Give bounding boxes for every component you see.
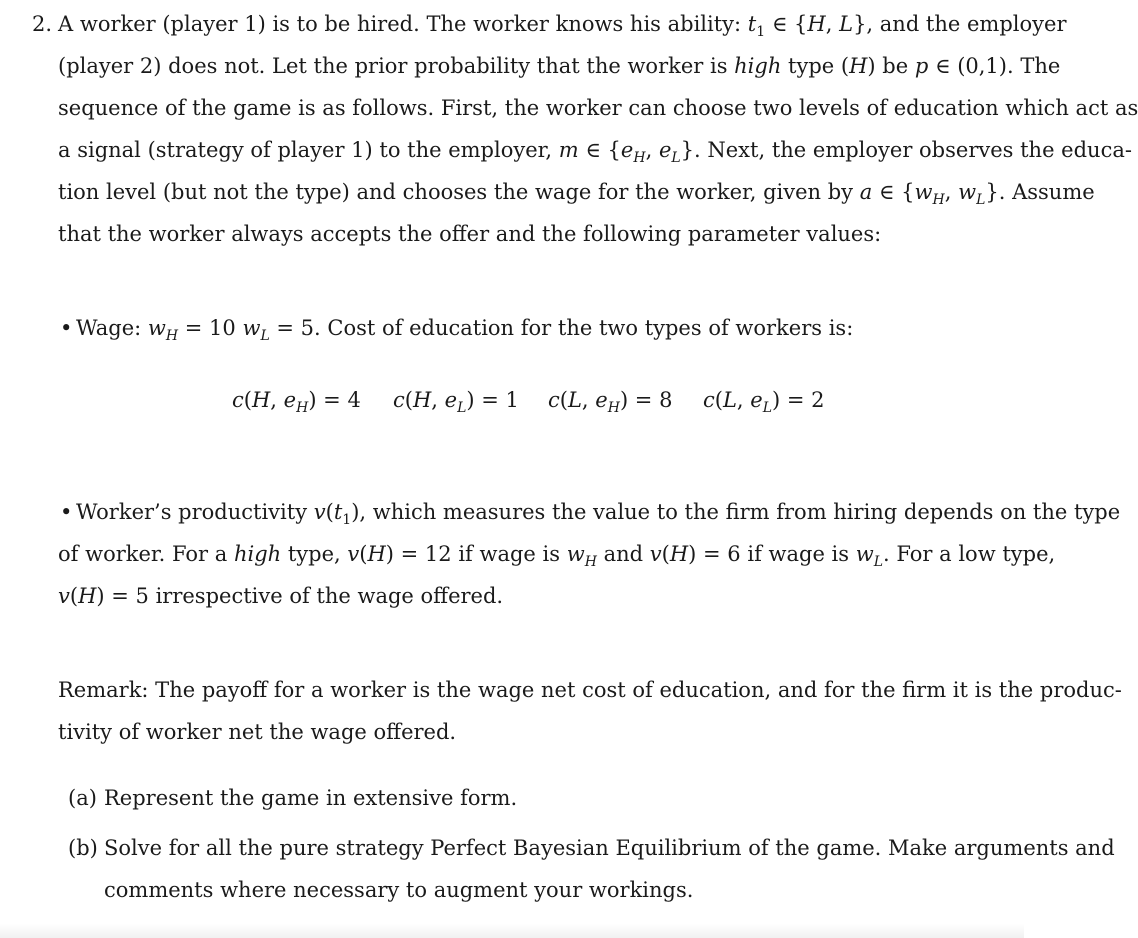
productivity-line: v(H) = 5 irrespective of the wage offered. xyxy=(58,584,504,608)
part-label: (b) xyxy=(68,836,98,860)
intro-line: tion level (but not the type) and chooses the wage for the worker, given by a ∈ {$w_H$, $w_L$}. Assume xyxy=(58,180,1095,208)
wage-text: Wage: $w_H = 10$ $w_L = 5$. Cost of education for the two types of workers is: xyxy=(76,316,854,344)
problem-number: 2. xyxy=(32,12,53,36)
bullet-icon: • xyxy=(60,316,73,340)
part-line: Solve for all the pure strategy Perfect Bayesian Equilibrium of the game. Make arguments and xyxy=(104,836,1115,860)
productivity-line: Worker’s productivity $v(t_1)$, which measures the value to the firm from hiring depends on the type xyxy=(76,500,1121,528)
remark-line: tivity of worker net the wage offered. xyxy=(58,720,457,744)
part-line: Represent the game in extensive form. xyxy=(104,786,518,810)
intro-line: A worker (player 1) is to be hired. The worker knows his ability: $t_1$ ∈ {H, L}, and the employer xyxy=(58,12,1067,40)
intro-line: (player 2) does not. Let the prior probability that the worker is high type (H) be p ∈ (0,1). The xyxy=(58,54,1061,78)
intro-line: a signal (strategy of player 1) to the employer, m ∈ {$e_H$, $e_L$}. Next, the employer observes the educa- xyxy=(58,138,1132,166)
part-label: (a) xyxy=(68,786,97,810)
bullet-icon: • xyxy=(60,500,73,524)
cost-item: c(L, $e_L) = 2$ xyxy=(703,388,825,416)
part-line: comments where necessary to augment your workings. xyxy=(104,878,694,902)
cost-item: c(L, $e_H) = 8$ xyxy=(548,388,673,416)
intro-line: sequence of the game is as follows. First, the worker can choose two levels of education which act as xyxy=(58,96,1138,120)
remark-line: Remark: The payoff for a worker is the wage net cost of education, and for the firm it is the produc- xyxy=(58,678,1122,702)
cost-item: c(H, $e_L) = 1$ xyxy=(393,388,519,416)
intro-line: that the worker always accepts the offer and the following parameter values: xyxy=(58,222,882,246)
productivity-line: of worker. For a high type, v(H) = 12 if wage is $w_H$ and v(H) = 6 if wage is $w_L$. For a low type, xyxy=(58,542,1056,570)
cost-item: c(H, $e_H) = 4$ xyxy=(232,388,361,416)
page-bottom-shadow xyxy=(0,924,1024,938)
